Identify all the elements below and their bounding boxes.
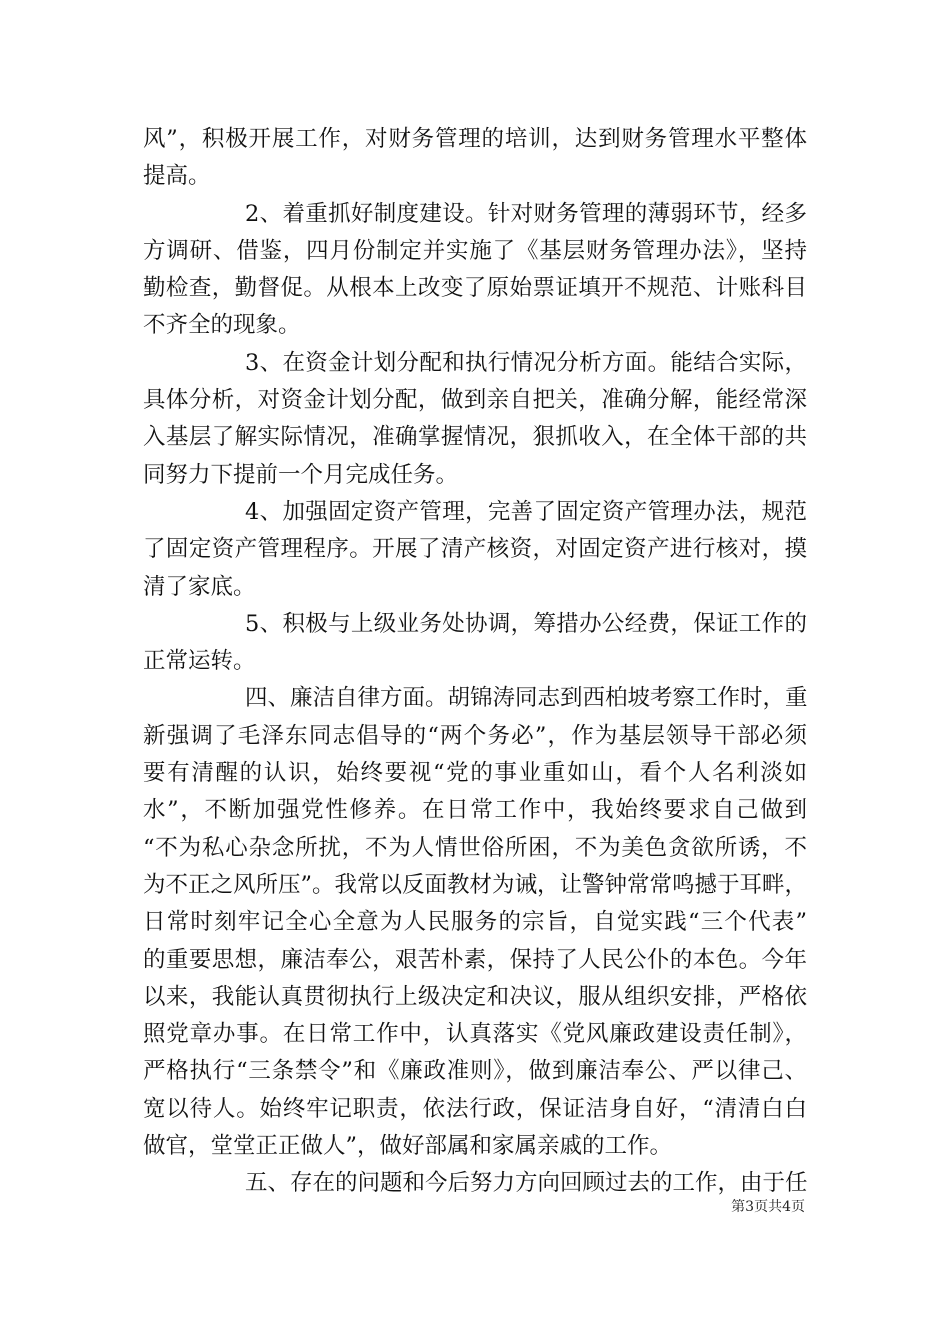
text-line: 严格执行“三条禁令”和《廉政准则》，做到廉洁奉公、严以律己、 bbox=[143, 1058, 807, 1085]
text-line: 风”，积极开展工作，对财务管理的培训，达到财务管理水平整体 bbox=[143, 126, 807, 152]
text-line: 做官，堂堂正正做人”，做好部属和家属亲戚的工作。 bbox=[143, 1133, 673, 1160]
text-line: 不齐全的现象。 bbox=[143, 312, 301, 339]
text-line: 3、在资金计划分配和执行情况分析方面。能结合实际， bbox=[245, 349, 807, 376]
text-line: 照党章办事。在日常工作中，认真落实《党风廉政建设责任制》， bbox=[143, 1021, 807, 1048]
text-line: 5、积极与上级业务处协调，筹措办公经费，保证工作的 bbox=[245, 610, 807, 637]
page-number-footer: 第3页共4页 bbox=[731, 1199, 805, 1215]
text-line: 要有清醒的认识，始终要视“党的事业重如山，看个人名利淡如 bbox=[143, 760, 807, 787]
text-line: 清了家底。 bbox=[143, 573, 256, 600]
text-line: 的重要思想，廉洁奉公，艰苦朴素，保持了人民公仆的本色。今年 bbox=[143, 946, 807, 973]
text-line: 入基层了解实际情况，准确掌握情况，狠抓收入，在全体干部的共 bbox=[143, 424, 807, 451]
document-body bbox=[143, 121, 807, 1203]
text-line: 以来，我能认真贯彻执行上级决定和决议，服从组织安排，严格依 bbox=[143, 983, 807, 1010]
paragraph bbox=[143, 680, 807, 1165]
text-line: 为不正之风所压”。我常以反面教材为诫，让警钟常常鸣撼于耳畔， bbox=[143, 871, 808, 898]
paragraph bbox=[143, 345, 807, 494]
paragraph bbox=[143, 121, 807, 196]
text-line: 方调研、借鉴，四月份制定并实施了《基层财务管理办法》，坚持 bbox=[143, 237, 807, 264]
paragraph bbox=[143, 196, 807, 345]
text-line: 2、着重抓好制度建设。针对财务管理的薄弱环节，经多 bbox=[245, 200, 807, 227]
text-line: 提高。 bbox=[143, 163, 211, 190]
text-line: 正常运转。 bbox=[143, 648, 256, 675]
text-line: 同努力下提前一个月完成任务。 bbox=[143, 461, 459, 488]
text-line: 了固定资产管理程序。开展了清产核资，对固定资产进行核对，摸 bbox=[143, 536, 807, 563]
text-line: 水”，不断加强党性修养。在日常工作中，我始终要求自己做到 bbox=[143, 797, 807, 824]
text-line: 勤检查，勤督促。从根本上改变了原始票证填开不规范、计账科目 bbox=[143, 275, 807, 302]
text-line: 具体分析，对资金计划分配，做到亲自把关，准确分解，能经常深 bbox=[143, 387, 807, 414]
text-line: 四、廉洁自律方面。胡锦涛同志到西柏坡考察工作时，重 bbox=[245, 685, 808, 712]
text-line: 日常时刻牢记全心全意为人民服务的宗旨，自觉实践“三个代表” bbox=[143, 909, 807, 936]
text-line: 新强调了毛泽东同志倡导的“两个务必”，作为基层领导干部必须 bbox=[143, 722, 807, 749]
text-line: 4、加强固定资产管理，完善了固定资产管理办法，规范 bbox=[245, 498, 807, 525]
paragraph bbox=[143, 494, 807, 606]
text-line: 宽以待人。始终牢记职责，依法行政，保证洁身自好，“清清白白 bbox=[143, 1095, 807, 1122]
text-line: 五、存在的问题和今后努力方向回顾过去的工作，由于任 bbox=[245, 1170, 808, 1197]
paragraph bbox=[143, 606, 807, 681]
text-line: “不为私心杂念所扰，不为人情世俗所困，不为美色贪欲所诱，不 bbox=[143, 834, 807, 861]
